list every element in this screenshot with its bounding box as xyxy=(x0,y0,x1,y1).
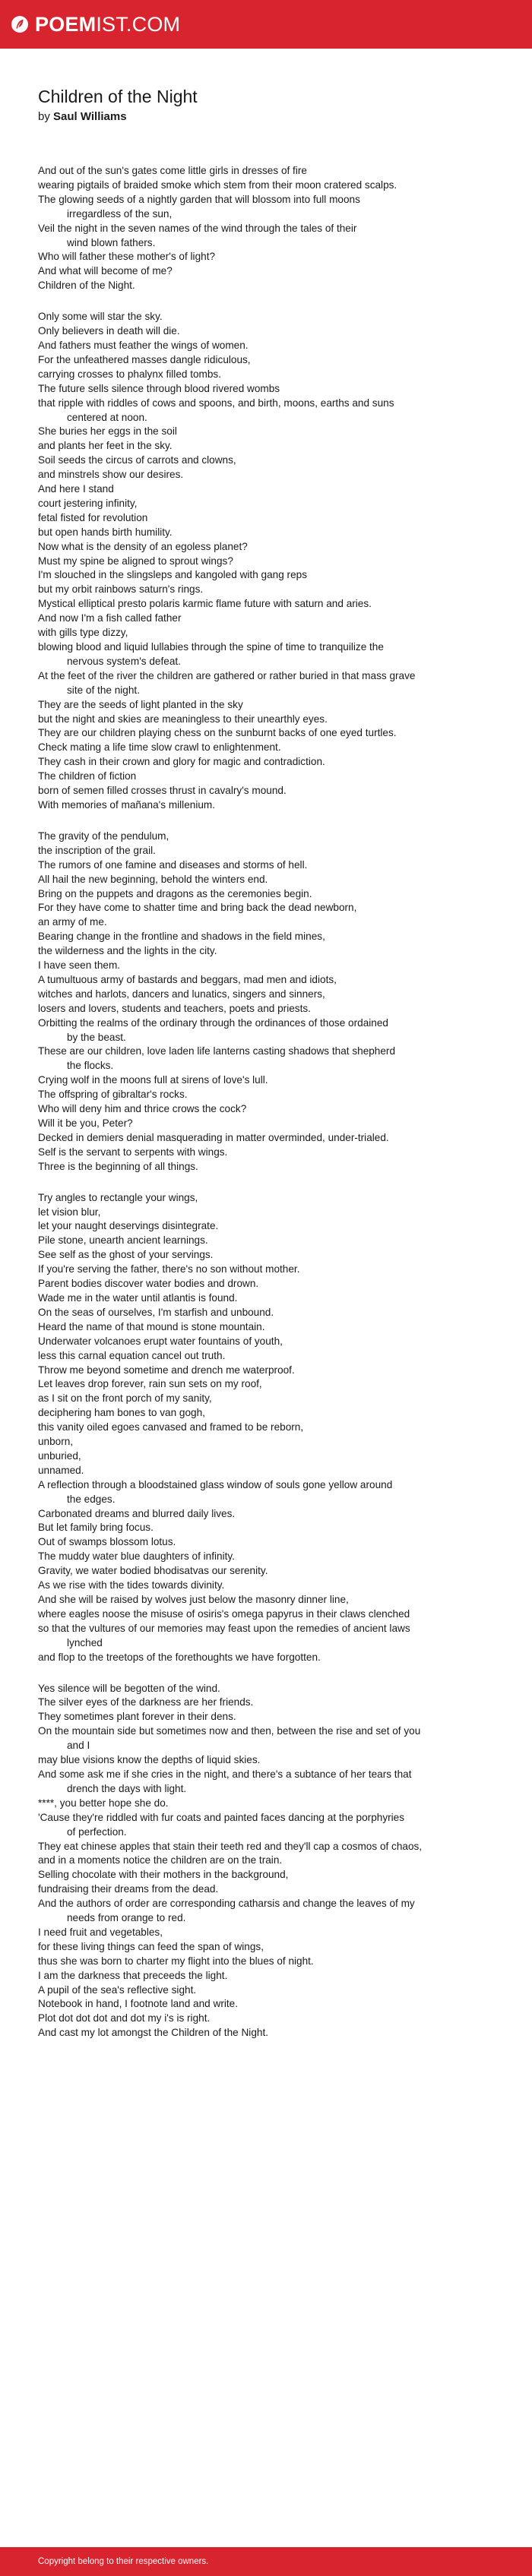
poem-line: If you're serving the father, there's no son without mother. xyxy=(38,1263,300,1275)
poem-line: of perfection. xyxy=(67,1825,127,1838)
poem-line: And cast my lot amongst the Children of the Night. xyxy=(38,2027,268,2039)
poem-line: Pile stone, unearth ancient learnings. xyxy=(38,1234,208,1247)
poem-line: the flocks. xyxy=(67,1060,114,1072)
poem-line: with gills type dizzy, xyxy=(38,627,128,639)
poem-line: Bearing change in the frontline and shadows in the field mines, xyxy=(38,931,325,943)
poem-line: And here I stand xyxy=(38,483,114,495)
poem-line: ****, you better hope she do. xyxy=(38,1797,169,1809)
poem-line: See self as the ghost of your servings. xyxy=(38,1249,214,1261)
poem-line: the edges. xyxy=(67,1493,116,1505)
poem-line: She buries her eggs in the soil xyxy=(38,425,177,438)
stanza xyxy=(38,1191,464,1665)
poem-line: needs from orange to red. xyxy=(67,1912,186,1924)
poem-line: And some ask me if she cries in the night, and there's a subtance of her tears that xyxy=(38,1768,412,1780)
poem-line: losers and lovers, students and teachers, poets and priests. xyxy=(38,1002,311,1014)
poem-line: As we rise with the tides towards divinity. xyxy=(38,1579,225,1591)
poem-line: At the feet of the river the children are gathered or rather buried in that mass grave xyxy=(38,669,416,681)
poem-line: for these living things can feed the span of wings, xyxy=(38,1940,264,1952)
poem-line: Plot dot dot dot and dot my i's is right. xyxy=(38,2012,211,2024)
poem-line: Yes silence will be begotten of the wind. xyxy=(38,1682,220,1694)
poem-line: carrying crosses to phalynx filled tombs. xyxy=(38,368,222,380)
poem-line: Let leaves drop forever, rain sun sets on my roof, xyxy=(38,1378,262,1390)
poem-line: Underwater volcanoes erupt water fountains of youth, xyxy=(38,1335,283,1347)
poem-line: I need fruit and vegetables, xyxy=(38,1926,163,1938)
poem-line: The children of fiction xyxy=(38,770,137,782)
poem-line: Soil seeds the circus of carrots and clowns, xyxy=(38,454,236,466)
poem-line: They eat chinese apples that stain their teeth red and they'll cap a cosmos of chaos, xyxy=(38,1840,423,1852)
poem-line: They cash in their crown and glory for magic and contradiction. xyxy=(38,756,325,768)
poem-line: Wade me in the water until atlantis is found. xyxy=(38,1291,238,1304)
poem-line: Gravity, we water bodied bhodisatvas our serenity. xyxy=(38,1565,268,1577)
site-logo-text: POEMIST.COM xyxy=(35,13,181,36)
poem-line: Now what is the density of an egoless planet? xyxy=(38,540,248,552)
stanza xyxy=(38,830,464,1174)
poem-line: site of the night. xyxy=(67,684,140,696)
poem-line: unburied, xyxy=(38,1449,81,1462)
poem-line: wearing pigtails of braided smoke which stem from their moon cratered scalps. xyxy=(38,179,397,191)
site-header xyxy=(0,0,532,49)
stanza xyxy=(38,310,464,813)
poem-body xyxy=(38,164,464,2057)
poem-line: Bring on the puppets and dragons as the ceremonies begin. xyxy=(38,887,312,899)
poem-line: witches and harlots, dancers and lunatics, singers and sinners, xyxy=(38,988,325,1000)
author-link[interactable]: Saul Williams xyxy=(53,110,127,123)
poem-line: Notebook in hand, I footnote land and write. xyxy=(38,1998,238,2010)
poem-line: blowing blood and liquid lullabies through the spine of time to tranquilize the xyxy=(38,641,384,653)
poem-line: that ripple with riddles of cows and spoons, and birth, moons, earths and suns xyxy=(38,397,394,409)
poem-line: A pupil of the sea's reflective sight. xyxy=(38,1983,197,1996)
poem-line: but the night and skies are meaningless to their unearthly eyes. xyxy=(38,713,328,725)
poem-line: less this carnal equation cancel out truth. xyxy=(38,1349,226,1361)
poem-line: They are the seeds of light planted in the sky xyxy=(38,698,243,710)
poem-line: A reflection through a bloodstained glass window of souls gone yellow around xyxy=(38,1478,393,1490)
poem-line: deciphering ham bones to van gogh, xyxy=(38,1407,205,1419)
poem-line: let vision blur, xyxy=(38,1206,101,1218)
poem-line: the inscription of the grail. xyxy=(38,844,156,856)
copyright-text: Copyright belong to their respective owners. xyxy=(38,2557,209,2566)
poem-line: And now I'm a fish called father xyxy=(38,612,182,624)
poem-line: the wilderness and the lights in the city. xyxy=(38,945,217,957)
poem-line: The rumors of one famine and diseases and storms of hell. xyxy=(38,858,308,871)
poem-line: fetal fisted for revolution xyxy=(38,511,148,523)
poem-line: Will it be you, Peter? xyxy=(38,1117,133,1129)
poem-line: Orbitting the realms of the ordinary through the ordinances of those ordained xyxy=(38,1016,388,1029)
poem-line: Crying wolf in the moons full at sirens of love's lull. xyxy=(38,1074,268,1086)
poem-line: And the authors of order are corresponding catharsis and change the leaves of my xyxy=(38,1898,415,1910)
poem-line: Heard the name of that mound is stone mountain. xyxy=(38,1320,265,1332)
poem-line: irregardless of the sun, xyxy=(67,207,173,220)
poem-line: I'm slouched in the slingsleps and kangoled with gang reps xyxy=(38,569,307,581)
poem-line: But let family bring focus. xyxy=(38,1522,154,1534)
poem-line: unnamed. xyxy=(38,1464,84,1476)
feather-icon xyxy=(11,15,29,33)
poem-line: And out of the sun's gates come little girls in dresses of fire xyxy=(38,165,307,176)
poem-line: lynched xyxy=(67,1636,103,1648)
poem-line: They are our children playing chess on the sunburnt backs of one eyed turtles. xyxy=(38,727,397,739)
poem-line: Three is the beginning of all things. xyxy=(38,1160,198,1172)
poem-line: born of semen filled crosses thrust in cavalry's mound. xyxy=(38,785,287,797)
poem-line: The offspring of gibraltar's rocks. xyxy=(38,1089,188,1101)
poem-line: Only believers in death will die. xyxy=(38,325,180,337)
poem-line: Only some will star the sky. xyxy=(38,311,163,323)
poem-line: drench the days with light. xyxy=(67,1782,187,1794)
poem-line: wind blown fathers. xyxy=(67,236,156,248)
stanza xyxy=(38,164,464,293)
poem-line: fundraising their dreams from the dead. xyxy=(38,1883,219,1895)
poem-line: and minstrels show our desires. xyxy=(38,469,184,481)
poem-line: Check mating a life time slow crawl to enlightenment. xyxy=(38,741,281,754)
poem-line: but my orbit rainbows saturn's rings. xyxy=(38,583,204,596)
poem-line: Throw me beyond sometime and drench me waterproof. xyxy=(38,1364,295,1376)
poem-line: and I xyxy=(67,1740,90,1752)
site-footer xyxy=(0,2547,532,2576)
poem-line: nervous system's defeat. xyxy=(67,655,181,667)
poem-line: so that the vultures of our memories may feast upon the remedies of ancient laws xyxy=(38,1622,410,1634)
poem-line: For the unfeathered masses dangle ridiculous, xyxy=(38,353,251,365)
poem-line: and flop to the treetops of the forethoughts we have forgotten. xyxy=(38,1651,321,1663)
poem-line: With memories of mañana's millenium. xyxy=(38,798,216,811)
poem-line: And fathers must feather the wings of women. xyxy=(38,339,249,351)
poem-line: Must my spine be aligned to sprout wings? xyxy=(38,555,233,567)
poem-line: They sometimes plant forever in their dens. xyxy=(38,1711,236,1723)
poem-line: where eagles noose the misuse of osiris's omega papyrus in their claws clenched xyxy=(38,1607,410,1620)
poem-line: by the beast. xyxy=(67,1031,126,1043)
poem-line: The glowing seeds of a nightly garden that will blossom into full moons xyxy=(38,193,360,205)
poem-line: Who will deny him and thrice crows the cock? xyxy=(38,1103,247,1115)
poem-line: and in a moments notice the children are on the train. xyxy=(38,1854,283,1866)
poem-line: and plants her feet in the sky. xyxy=(38,440,173,452)
poem-line: court jestering infinity, xyxy=(38,497,138,509)
poem-line: And she will be raised by wolves just below the masonry dinner line, xyxy=(38,1594,349,1605)
site-logo[interactable] xyxy=(11,11,180,38)
poem-line: The future sells silence through blood rivered wombs xyxy=(38,382,280,394)
poem-line: unborn, xyxy=(38,1436,74,1448)
poem-line: centered at noon. xyxy=(67,411,147,423)
poem-line: let your naught deservings disintegrate. xyxy=(38,1220,219,1232)
poem-line: On the seas of ourselves, I'm starfish and unbound. xyxy=(38,1306,274,1318)
poem-byline xyxy=(38,109,127,125)
poem-title: Children of the Night xyxy=(38,87,198,106)
poem-line: I am the darkness that preceeds the light. xyxy=(38,1969,228,1981)
poem-line: Children of the Night. xyxy=(38,280,135,292)
poem-line: Selling chocolate with their mothers in the background, xyxy=(38,1869,289,1881)
poem-line: All hail the new beginning, behold the winters end. xyxy=(38,873,268,885)
poem-line: Who will father these mother's of light? xyxy=(38,251,216,263)
poem-line: The gravity of the pendulum, xyxy=(38,830,169,842)
poem-line: And what will become of me? xyxy=(38,265,173,277)
poem-line: On the mountain side but sometimes now and then, between the rise and set of you xyxy=(38,1725,421,1737)
poem-line: an army of me. xyxy=(38,916,107,928)
poem-line: A tumultuous army of bastards and beggars, mad men and idiots, xyxy=(38,973,337,985)
poem-line: These are our children, love laden life lanterns casting shadows that shepherd xyxy=(38,1045,396,1057)
poem-line: this vanity oiled egoes canvased and framed to be reborn, xyxy=(38,1421,304,1433)
poem-line: 'Cause they're riddled with fur coats and painted faces dancing at the porphyries xyxy=(38,1811,405,1823)
poem-line: Try angles to rectangle your wings, xyxy=(38,1191,198,1203)
stanza xyxy=(38,1682,464,2041)
poem-line: The silver eyes of the darkness are her friends. xyxy=(38,1696,254,1708)
poem-line: The muddy water blue daughters of infinity. xyxy=(38,1550,235,1563)
poem-line: thus she was born to charter my flight into the blues of night. xyxy=(38,1955,314,1967)
poem-line: I have seen them. xyxy=(38,959,121,972)
poem-line: Carbonated dreams and blurred daily lives. xyxy=(38,1507,236,1519)
poem-line: Out of swamps blossom lotus. xyxy=(38,1536,176,1548)
poem-line: Mystical elliptical presto polaris karmic flame future with saturn and aries. xyxy=(38,598,372,610)
poem-line: Veil the night in the seven names of the wind through the tales of their xyxy=(38,222,357,234)
poem-line: as I sit on the front porch of my sanity, xyxy=(38,1392,212,1405)
poem-line: Parent bodies discover water bodies and drown. xyxy=(38,1278,259,1290)
poem-line: Self is the servant to serpents with wings. xyxy=(38,1146,228,1158)
poem-line: Decked in demiers denial masquerading in matter overminded, under-trialed. xyxy=(38,1131,389,1143)
poem-line: For they have come to shatter time and bring back the dead newborn, xyxy=(38,902,357,914)
by-label: by xyxy=(38,110,50,123)
poem-line: but open hands birth humility. xyxy=(38,526,173,538)
poem-line: may blue visions know the depths of liquid skies. xyxy=(38,1754,261,1766)
